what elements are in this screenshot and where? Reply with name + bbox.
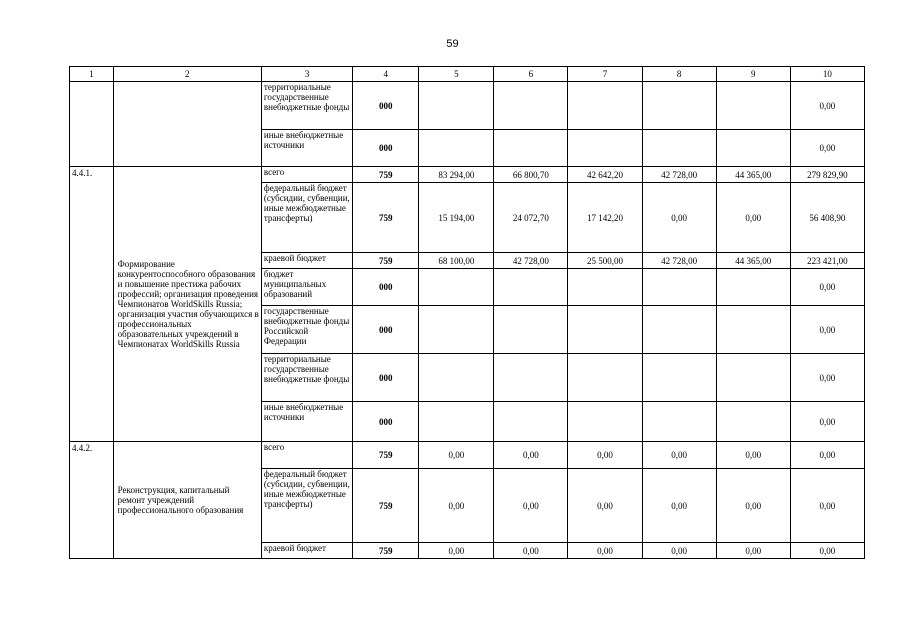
budget-code: 759	[353, 253, 419, 269]
year-value: 0,00	[716, 543, 790, 559]
year-value	[716, 269, 790, 306]
year-value: 0,00	[568, 469, 642, 543]
year-value	[568, 402, 642, 442]
column-number: 3	[261, 67, 352, 82]
budget-code: 000	[353, 402, 419, 442]
year-value	[419, 269, 494, 306]
year-value: 42 642,20	[568, 167, 642, 183]
year-value: 15 194,00	[419, 183, 494, 253]
year-value	[494, 82, 568, 130]
total-value: 0,00	[790, 469, 864, 543]
year-value: 0,00	[419, 442, 494, 469]
column-number: 2	[113, 67, 261, 82]
year-value	[568, 354, 642, 402]
year-value: 0,00	[494, 469, 568, 543]
funding-source: федеральный бюджет (субсидии, субвенции, иные межбюджетные трансферты)	[261, 183, 352, 253]
year-value	[642, 130, 716, 167]
year-value	[642, 269, 716, 306]
column-number: 5	[419, 67, 494, 82]
year-value	[716, 82, 790, 130]
total-value: 56 408,90	[790, 183, 864, 253]
page-number: 59	[446, 38, 459, 50]
year-value	[716, 354, 790, 402]
year-value: 42 728,00	[642, 167, 716, 183]
funding-source: государственные внебюджетные фонды Российской Федерации	[261, 306, 352, 354]
year-value: 42 728,00	[494, 253, 568, 269]
funding-source: всего	[261, 167, 352, 183]
year-value: 0,00	[494, 442, 568, 469]
total-value: 0,00	[790, 306, 864, 354]
year-value	[716, 306, 790, 354]
year-value	[419, 402, 494, 442]
year-value: 66 800,70	[494, 167, 568, 183]
year-value	[494, 354, 568, 402]
funding-source: территориальные государственные внебюджетные фонды	[261, 354, 352, 402]
year-value	[494, 130, 568, 167]
year-value	[716, 402, 790, 442]
table-body	[70, 67, 865, 559]
item-name-cell	[113, 82, 261, 167]
item-name: Реконструкция, капитальный ремонт учреждений профессионального образования	[113, 442, 261, 559]
year-value	[419, 82, 494, 130]
year-value: 25 500,00	[568, 253, 642, 269]
item-name: Формирование конкурентоспособного образования и повышение престижа рабочих профессий; организация проведения Чемпионатов WorldSkills Russia; организация участия обучающихся в профессиональных образовательных учреждений в Чемпионатах WorldSkills Russia	[113, 167, 261, 442]
year-value	[494, 402, 568, 442]
year-value	[494, 306, 568, 354]
column-number-row	[70, 67, 865, 82]
total-value: 0,00	[790, 442, 864, 469]
budget-code: 000	[353, 306, 419, 354]
budget-code: 000	[353, 354, 419, 402]
year-value: 17 142,20	[568, 183, 642, 253]
year-value: 24 072,70	[494, 183, 568, 253]
funding-source: краевой бюджет	[261, 253, 352, 269]
year-value: 0,00	[642, 543, 716, 559]
year-value: 42 728,00	[642, 253, 716, 269]
funding-source: всего	[261, 442, 352, 469]
year-value: 0,00	[716, 442, 790, 469]
column-number: 9	[716, 67, 790, 82]
year-value	[642, 354, 716, 402]
total-value: 0,00	[790, 402, 864, 442]
total-value: 279 829,90	[790, 167, 864, 183]
year-value	[642, 306, 716, 354]
year-value: 0,00	[568, 442, 642, 469]
column-number: 6	[494, 67, 568, 82]
year-value: 44 365,00	[716, 253, 790, 269]
year-value: 0,00	[494, 543, 568, 559]
year-value: 0,00	[642, 442, 716, 469]
year-value	[716, 130, 790, 167]
year-value: 0,00	[716, 469, 790, 543]
year-value: 0,00	[419, 543, 494, 559]
year-value	[642, 402, 716, 442]
funding-source: территориальные государственные внебюджетные фонды	[261, 82, 352, 130]
budget-code: 759	[353, 183, 419, 253]
year-value	[642, 82, 716, 130]
funding-source: краевой бюджет	[261, 543, 352, 559]
item-number: 4.4.2.	[70, 442, 114, 559]
year-value	[568, 82, 642, 130]
total-value: 0,00	[790, 130, 864, 167]
budget-table	[69, 66, 865, 559]
year-value: 68 100,00	[419, 253, 494, 269]
year-value: 0,00	[716, 183, 790, 253]
year-value: 0,00	[642, 469, 716, 543]
total-value: 223 421,00	[790, 253, 864, 269]
year-value: 0,00	[419, 469, 494, 543]
year-value: 83 294,00	[419, 167, 494, 183]
funding-source: иные внебюджетные источники	[261, 130, 352, 167]
budget-code: 000	[353, 269, 419, 306]
budget-code: 000	[353, 130, 419, 167]
budget-code: 759	[353, 469, 419, 543]
year-value	[419, 130, 494, 167]
total-value: 0,00	[790, 269, 864, 306]
total-value: 0,00	[790, 82, 864, 130]
year-value	[419, 354, 494, 402]
year-value	[568, 269, 642, 306]
column-number: 10	[790, 67, 864, 82]
budget-code: 000	[353, 82, 419, 130]
item-number-cell	[70, 82, 114, 167]
column-number: 1	[70, 67, 114, 82]
year-value	[568, 130, 642, 167]
table-row	[70, 442, 865, 469]
table-row	[70, 167, 865, 183]
budget-code: 759	[353, 167, 419, 183]
funding-source: федеральный бюджет (субсидии, субвенции, иные межбюджетные трансферты)	[261, 469, 352, 543]
column-number: 7	[568, 67, 642, 82]
item-number: 4.4.1.	[70, 167, 114, 442]
table-row	[70, 82, 865, 130]
column-number: 8	[642, 67, 716, 82]
budget-code: 759	[353, 442, 419, 469]
year-value: 0,00	[642, 183, 716, 253]
year-value	[419, 306, 494, 354]
year-value	[494, 269, 568, 306]
column-number: 4	[353, 67, 419, 82]
year-value: 44 365,00	[716, 167, 790, 183]
year-value	[568, 306, 642, 354]
total-value: 0,00	[790, 354, 864, 402]
year-value: 0,00	[568, 543, 642, 559]
funding-source: иные внебюджетные источники	[261, 402, 352, 442]
total-value: 0,00	[790, 543, 864, 559]
budget-code: 759	[353, 543, 419, 559]
funding-source: бюджет муниципальных образований	[261, 269, 352, 306]
